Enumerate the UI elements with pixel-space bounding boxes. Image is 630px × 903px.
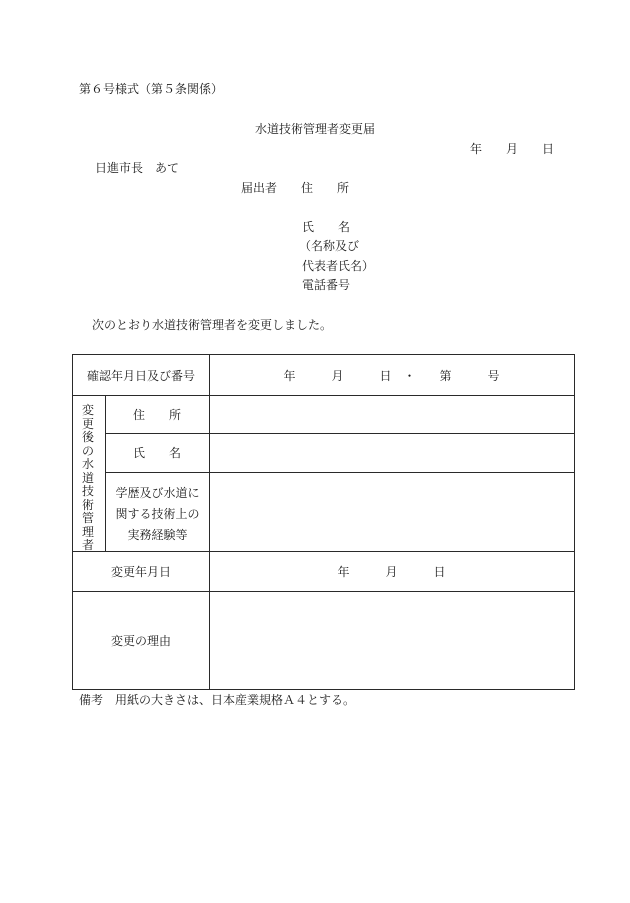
reason-label: 変更の理由 <box>110 634 171 648</box>
applicant-label: 届出者 <box>241 181 278 195</box>
experience-label-line: 関する技術上の <box>115 507 200 521</box>
section-char: 術 <box>81 497 94 512</box>
experience-label-line: 学歴及び水道に <box>115 486 200 500</box>
submission-date: 年 月 日 <box>470 142 555 156</box>
confirm-label: 確認年月日及び番号 <box>86 369 195 383</box>
new-name-field[interactable] <box>210 438 574 466</box>
applicant-name-label: 氏 名 <box>302 220 351 234</box>
form-number: 第６号様式（第５条関係） <box>79 82 224 96</box>
section-char: 後 <box>81 430 94 444</box>
addressee: 日進市長 あて <box>95 161 180 175</box>
change-table <box>72 354 575 690</box>
statement: 次のとおり水道技術管理者を変更しました。 <box>92 318 333 332</box>
row-divider <box>105 472 574 473</box>
document-title: 水道技術管理者変更届 <box>254 122 375 136</box>
reason-field[interactable] <box>210 597 574 685</box>
section-char: 道 <box>81 470 94 485</box>
applicant-name-note-2: 代表者氏名） <box>302 259 375 273</box>
applicant-name-note: （名称及び <box>299 239 360 253</box>
new-name-label: 氏 名 <box>132 446 181 460</box>
change-date-label: 変更年月日 <box>110 565 171 579</box>
row-divider <box>105 433 574 434</box>
experience-field[interactable] <box>210 477 574 545</box>
row-divider <box>73 551 574 552</box>
section-label-new-manager <box>78 404 98 553</box>
experience-label <box>105 483 210 546</box>
section-char: 理 <box>81 524 94 539</box>
applicant-address-label: 住 所 <box>301 181 350 195</box>
section-char: 者 <box>81 538 94 552</box>
row-divider <box>73 591 574 592</box>
section-char: 管 <box>81 511 94 525</box>
section-char: 水 <box>81 457 94 471</box>
confirm-value: 年 月 日 ・ 第 号 <box>283 369 500 383</box>
new-address-label: 住 所 <box>132 408 181 422</box>
experience-label-line: 実務経験等 <box>127 528 188 542</box>
new-address-field[interactable] <box>210 400 574 428</box>
applicant-phone-label: 電話番号 <box>302 278 351 292</box>
section-char: 変 <box>81 403 94 417</box>
section-char: 技 <box>81 484 94 498</box>
row-divider <box>73 395 574 396</box>
section-char: の <box>81 443 94 458</box>
section-char: 更 <box>81 416 94 431</box>
remarks: 備考 用紙の大きさは、日本産業規格Ａ４とする。 <box>79 693 356 707</box>
change-date-value: 年 月 日 <box>337 565 446 579</box>
